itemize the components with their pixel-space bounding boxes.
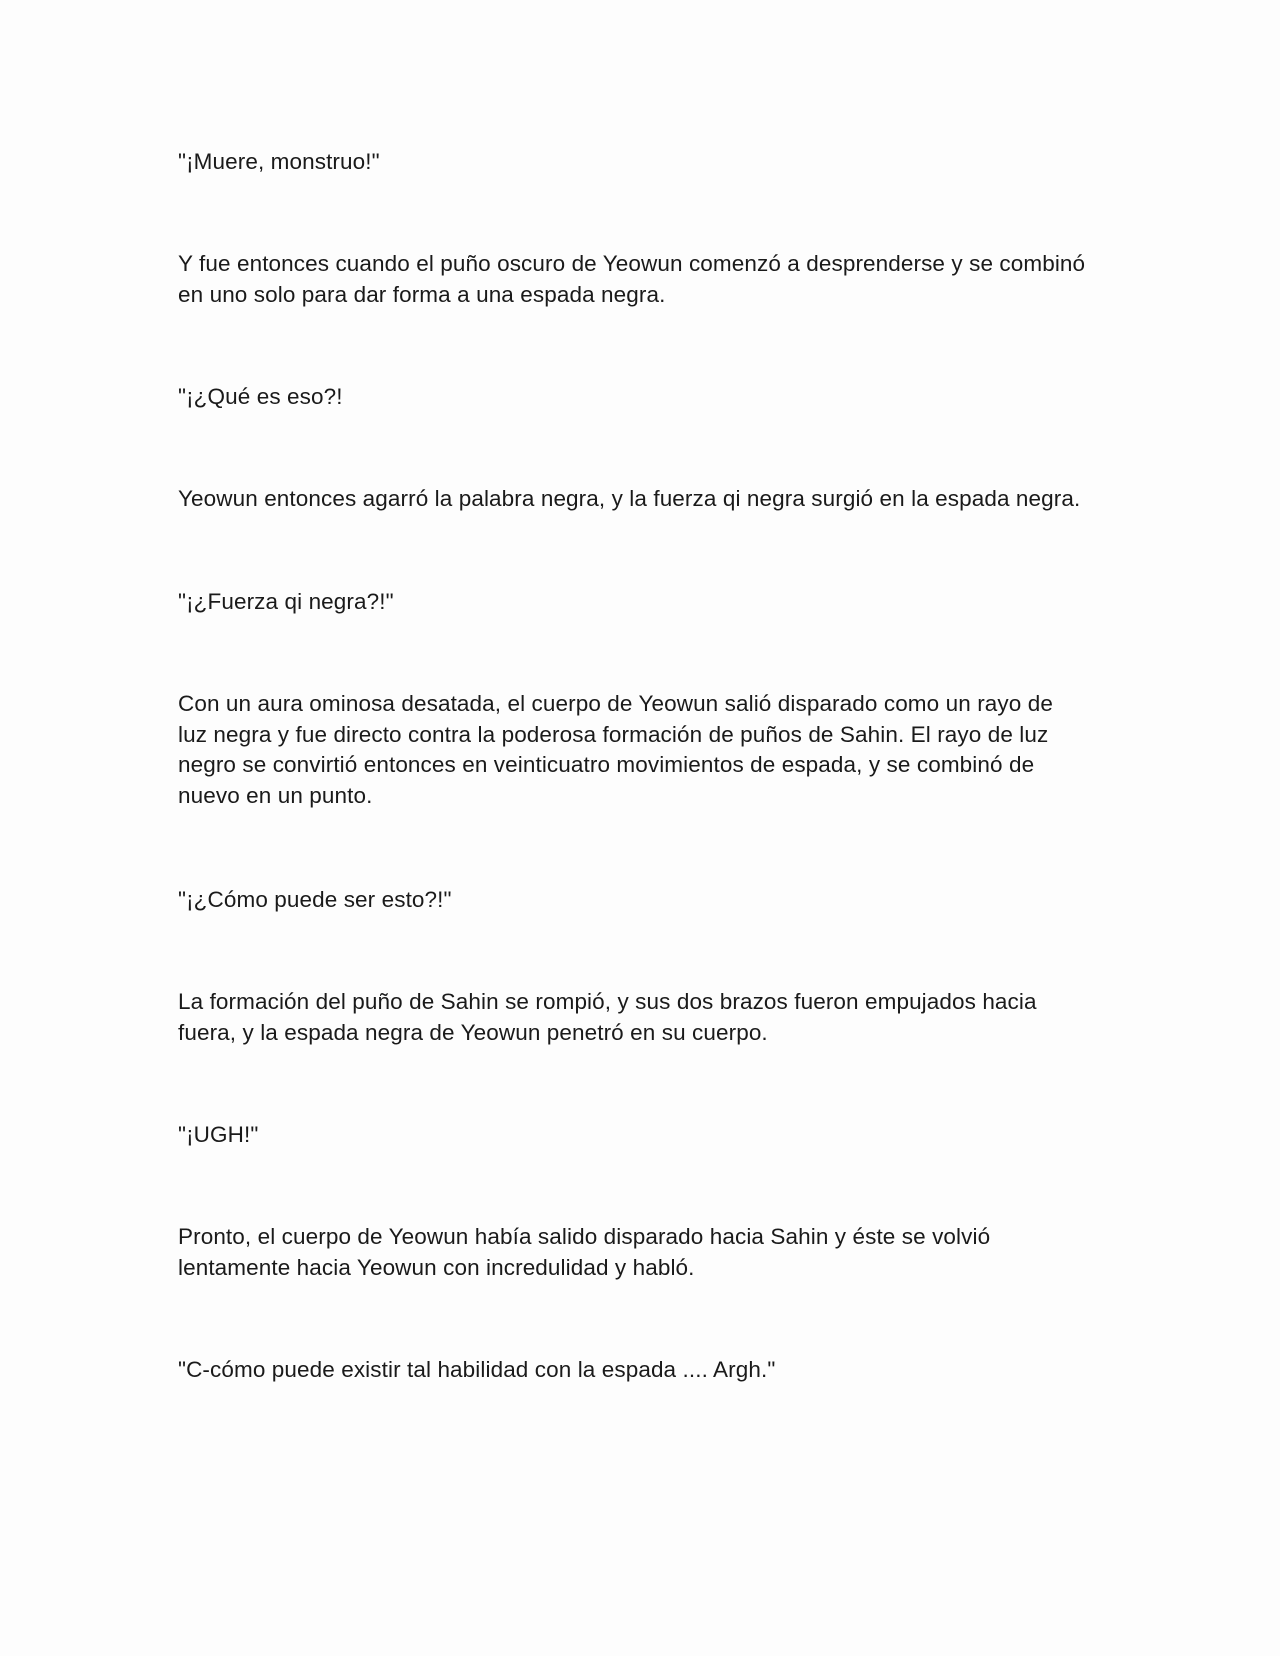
narration-paragraph: Pronto, el cuerpo de Yeowun había salido disparado hacia Sahin y éste se volvió lentamente hacia Yeowun con incredulidad y habló. xyxy=(178,1224,991,1280)
dialogue-line: "¡¿Cómo puede ser esto?!" xyxy=(178,887,452,912)
narration-paragraph: Y fue entonces cuando el puño oscuro de Yeowun comenzó a desprenderse y se combinó en uno solo para dar forma a una espada negra. xyxy=(178,251,1086,307)
narration-paragraph: La formación del puño de Sahin se rompió, y sus dos brazos fueron empujados hacia fuera, y la espada negra de Yeowun penetró en su cuerpo. xyxy=(178,989,1037,1045)
dialogue-line: "¡¿Qué es eso?! xyxy=(178,384,343,409)
dialogue-line: "¡¿Fuerza qi negra?!" xyxy=(178,589,394,614)
dialogue-line: "C-cómo puede existir tal habilidad con la espada .... Argh." xyxy=(178,1357,776,1382)
dialogue-line: "¡Muere, monstruo!" xyxy=(178,149,380,174)
dialogue-line: "¡UGH!" xyxy=(178,1122,259,1147)
narration-paragraph: Yeowun entonces agarró la palabra negra, y la fuerza qi negra surgió en la espada negra. xyxy=(178,486,1081,511)
narration-paragraph: Con un aura ominosa desatada, el cuerpo de Yeowun salió disparado como un rayo de luz negra y fue directo contra la poderosa formación de puños de Sahin. El rayo de luz negro se convirtió entonces en veinticuatro movimientos de espada, y se combinó de nuevo en un punto. xyxy=(178,691,1053,808)
